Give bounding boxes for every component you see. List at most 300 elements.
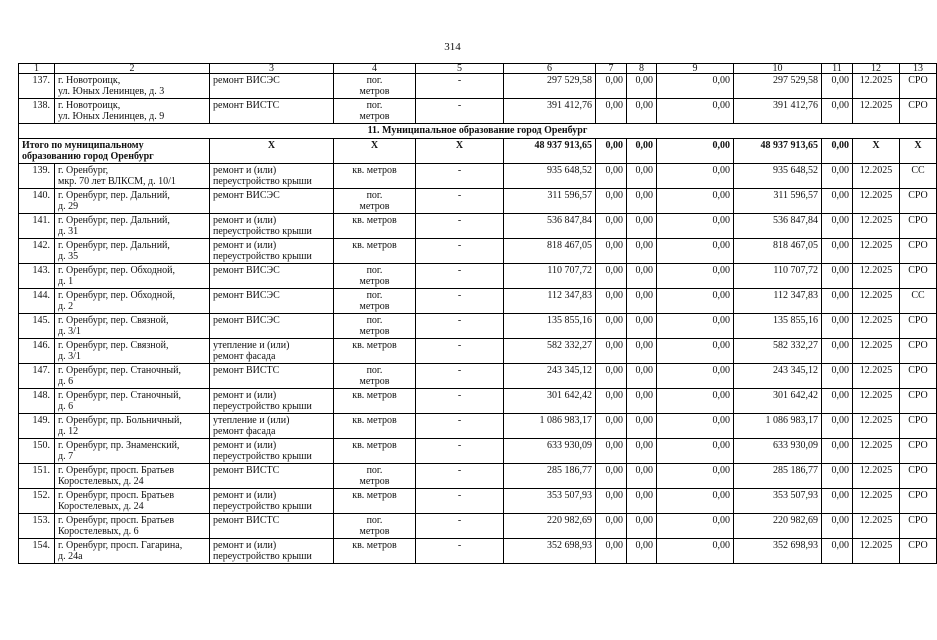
cell-line: г. Оренбург, пер. Дальний,	[58, 190, 170, 201]
owner-funds-cell: 135 855,16	[734, 314, 822, 339]
unit-cell	[334, 364, 416, 389]
table-row	[19, 414, 937, 439]
budget-cell: 0,00	[627, 239, 657, 264]
table-row	[19, 389, 937, 414]
row-number: 149.	[19, 414, 55, 439]
fund-cell: 0,00	[596, 314, 627, 339]
local-budget-cell: 0,00	[657, 414, 734, 439]
cell-line: ремонт ВИСТС	[213, 365, 280, 376]
work-type-cell	[210, 339, 334, 364]
method-cell: СРО	[900, 464, 937, 489]
local-budget-cell: 0,00	[657, 74, 734, 99]
cell-line: г. Оренбург,	[58, 165, 109, 176]
other-funds-cell: 0,00	[822, 99, 853, 124]
total-cost-cell: 110 707,72	[504, 264, 596, 289]
cell-line: ул. Юных Ленинцев, д. 3	[58, 86, 165, 97]
cell-line: ремонт ВИСТС	[213, 465, 280, 476]
table-row	[19, 364, 937, 389]
budget-cell: 0,00	[627, 414, 657, 439]
row-number: 148.	[19, 389, 55, 414]
cell-line: ремонт ВИСЭС	[213, 75, 280, 86]
table-row	[19, 189, 937, 214]
col-number: 12	[853, 64, 900, 74]
cell-line: ремонт ВИСТС	[213, 515, 280, 526]
table-row	[19, 164, 937, 189]
unit-cell	[334, 239, 416, 264]
budget-cell: 0,00	[627, 289, 657, 314]
budget-cell: 0,00	[627, 489, 657, 514]
volume-cell: -	[416, 239, 504, 264]
cell-line: пог.	[366, 265, 383, 276]
owner-funds-cell: 301 642,42	[734, 389, 822, 414]
cell-line: кв. метров	[352, 415, 397, 426]
owner-funds-cell: 285 186,77	[734, 464, 822, 489]
method-cell: СРО	[900, 214, 937, 239]
cell-line: г. Новотроицк,	[58, 75, 121, 86]
budget-cell: 0,00	[627, 439, 657, 464]
unit-cell	[334, 189, 416, 214]
table-row	[19, 514, 937, 539]
owner-funds-cell: 352 698,93	[734, 539, 822, 564]
table-row	[19, 289, 937, 314]
cell-line: д. 1	[58, 276, 74, 287]
row-number: 146.	[19, 339, 55, 364]
deadline-cell: 12.2025	[853, 439, 900, 464]
cell-line: пог.	[366, 75, 383, 86]
owner-funds-cell: 633 930,09	[734, 439, 822, 464]
cell-line: ремонт ВИСЭС	[213, 190, 280, 201]
total-cost-cell: 285 186,77	[504, 464, 596, 489]
unit-cell	[334, 214, 416, 239]
address-cell	[55, 539, 210, 564]
deadline-cell: 12.2025	[853, 514, 900, 539]
budget-cell: 0,00	[627, 464, 657, 489]
local-budget-cell: 0,00	[657, 464, 734, 489]
budget-cell: 0,00	[627, 514, 657, 539]
total-cost-cell: 582 332,27	[504, 339, 596, 364]
work-type-cell	[210, 264, 334, 289]
row-number: 140.	[19, 189, 55, 214]
volume-cell: -	[416, 164, 504, 189]
col-number: 3	[210, 64, 334, 74]
cell-line: пог.	[366, 100, 383, 111]
fund-cell: 0,00	[596, 389, 627, 414]
work-type-cell	[210, 489, 334, 514]
fund-cell: 0,00	[596, 189, 627, 214]
cell-line: ул. Юных Ленинцев, д. 9	[58, 111, 165, 122]
budget-cell: 0,00	[627, 339, 657, 364]
row-number: 143.	[19, 264, 55, 289]
method-cell: СРО	[900, 389, 937, 414]
other-funds-cell: 0,00	[822, 214, 853, 239]
owner-funds-cell: 935 648,52	[734, 164, 822, 189]
cell-line: ремонт и (или)	[213, 215, 277, 226]
deadline-cell: 12.2025	[853, 214, 900, 239]
fund-cell: 0,00	[596, 74, 627, 99]
capital-repair-table	[18, 63, 937, 564]
owner-funds-cell: 353 507,93	[734, 489, 822, 514]
cell-line: д. 6	[58, 401, 74, 412]
address-cell	[55, 289, 210, 314]
local-budget-cell: 0,00	[657, 99, 734, 124]
work-type-cell	[210, 99, 334, 124]
total-c12: X	[853, 139, 900, 164]
col-number: 1	[19, 64, 55, 74]
cell-line: ремонт ВИСЭС	[213, 265, 280, 276]
local-budget-cell: 0,00	[657, 339, 734, 364]
method-cell: СРО	[900, 514, 937, 539]
total-cost-cell: 935 648,52	[504, 164, 596, 189]
unit-cell	[334, 264, 416, 289]
local-budget-cell: 0,00	[657, 539, 734, 564]
budget-cell: 0,00	[627, 264, 657, 289]
fund-cell: 0,00	[596, 539, 627, 564]
table-row	[19, 264, 937, 289]
total-cost-cell: 311 596,57	[504, 189, 596, 214]
row-number: 144.	[19, 289, 55, 314]
method-cell: СРО	[900, 189, 937, 214]
volume-cell: -	[416, 389, 504, 414]
work-type-cell	[210, 289, 334, 314]
table-row	[19, 74, 937, 99]
cell-line: ремонт ВИСЭС	[213, 315, 280, 326]
fund-cell: 0,00	[596, 264, 627, 289]
local-budget-cell: 0,00	[657, 514, 734, 539]
volume-cell: -	[416, 364, 504, 389]
budget-cell: 0,00	[627, 189, 657, 214]
table-row	[19, 99, 937, 124]
cell-line: кв. метров	[352, 240, 397, 251]
total-c7: 0,00	[596, 139, 627, 164]
column-number-row	[19, 64, 937, 74]
address-cell	[55, 389, 210, 414]
address-cell	[55, 464, 210, 489]
other-funds-cell: 0,00	[822, 314, 853, 339]
unit-cell	[334, 314, 416, 339]
fund-cell: 0,00	[596, 514, 627, 539]
local-budget-cell: 0,00	[657, 214, 734, 239]
cell-line: метров	[359, 201, 390, 212]
table-row	[19, 239, 937, 264]
budget-cell: 0,00	[627, 99, 657, 124]
unit-cell	[334, 439, 416, 464]
cell-line: ремонт и (или)	[213, 540, 277, 551]
total-row	[19, 139, 937, 164]
cell-line: переустройство крыши	[213, 251, 312, 262]
method-cell: СРО	[900, 489, 937, 514]
method-cell: СРО	[900, 74, 937, 99]
volume-cell: -	[416, 489, 504, 514]
total-cost-cell: 1 086 983,17	[504, 414, 596, 439]
cell-line: пог.	[366, 365, 383, 376]
cell-line: кв. метров	[352, 340, 397, 351]
cell-line: кв. метров	[352, 440, 397, 451]
total-c5: X	[416, 139, 504, 164]
cell-line: г. Оренбург, пер. Обходной,	[58, 290, 176, 301]
address-cell	[55, 214, 210, 239]
cell-line: метров	[359, 86, 390, 97]
unit-cell	[334, 74, 416, 99]
col-number: 2	[55, 64, 210, 74]
owner-funds-cell: 818 467,05	[734, 239, 822, 264]
fund-cell: 0,00	[596, 289, 627, 314]
method-cell: СРО	[900, 364, 937, 389]
col-number: 8	[627, 64, 657, 74]
volume-cell: -	[416, 339, 504, 364]
page-number: 314	[444, 41, 461, 53]
fund-cell: 0,00	[596, 239, 627, 264]
deadline-cell: 12.2025	[853, 99, 900, 124]
table-body	[19, 64, 937, 564]
cell-line: метров	[359, 376, 390, 387]
table-row	[19, 464, 937, 489]
method-cell: СС	[900, 289, 937, 314]
method-cell: СРО	[900, 539, 937, 564]
row-number: 139.	[19, 164, 55, 189]
address-cell	[55, 74, 210, 99]
cell-line: Коростелевых, д. 24	[58, 476, 144, 487]
total-c4: X	[334, 139, 416, 164]
col-number: 5	[416, 64, 504, 74]
cell-line: д. 7	[58, 451, 74, 462]
local-budget-cell: 0,00	[657, 364, 734, 389]
other-funds-cell: 0,00	[822, 289, 853, 314]
cell-line: переустройство крыши	[213, 551, 312, 562]
owner-funds-cell: 112 347,83	[734, 289, 822, 314]
col-number: 10	[734, 64, 822, 74]
col-number: 7	[596, 64, 627, 74]
unit-cell	[334, 389, 416, 414]
total-cost-cell: 391 412,76	[504, 99, 596, 124]
fund-cell: 0,00	[596, 414, 627, 439]
total-cost-cell: 135 855,16	[504, 314, 596, 339]
total-label	[19, 139, 210, 164]
cell-line: метров	[359, 476, 390, 487]
other-funds-cell: 0,00	[822, 364, 853, 389]
budget-cell: 0,00	[627, 164, 657, 189]
address-cell	[55, 514, 210, 539]
cell-line: пог.	[366, 465, 383, 476]
deadline-cell: 12.2025	[853, 289, 900, 314]
total-c6: 48 937 913,65	[504, 139, 596, 164]
cell-line: Коростелевых, д. 6	[58, 526, 139, 537]
local-budget-cell: 0,00	[657, 264, 734, 289]
fund-cell: 0,00	[596, 339, 627, 364]
cell-line: д. 3/1	[58, 351, 81, 362]
volume-cell: -	[416, 189, 504, 214]
cell-line: пог.	[366, 315, 383, 326]
fund-cell: 0,00	[596, 364, 627, 389]
unit-cell	[334, 339, 416, 364]
work-type-cell	[210, 189, 334, 214]
row-number: 153.	[19, 514, 55, 539]
cell-line: г. Оренбург, просп. Гагарина,	[58, 540, 183, 551]
unit-cell	[334, 464, 416, 489]
row-number: 141.	[19, 214, 55, 239]
budget-cell: 0,00	[627, 314, 657, 339]
unit-cell	[334, 164, 416, 189]
cell-line: ремонт и (или)	[213, 490, 277, 501]
row-number: 137.	[19, 74, 55, 99]
cell-line: ремонт ВИСТС	[213, 100, 280, 111]
row-number: 151.	[19, 464, 55, 489]
total-cost-cell: 352 698,93	[504, 539, 596, 564]
owner-funds-cell: 297 529,58	[734, 74, 822, 99]
cell-line: Итого по муниципальному	[22, 140, 144, 151]
cell-line: кв. метров	[352, 490, 397, 501]
cell-line: д. 6	[58, 376, 74, 387]
work-type-cell	[210, 539, 334, 564]
deadline-cell: 12.2025	[853, 189, 900, 214]
deadline-cell: 12.2025	[853, 489, 900, 514]
total-c11: 0,00	[822, 139, 853, 164]
work-type-cell	[210, 239, 334, 264]
address-cell	[55, 264, 210, 289]
row-number: 154.	[19, 539, 55, 564]
cell-line: переустройство крыши	[213, 451, 312, 462]
cell-line: ремонт фасада	[213, 351, 276, 362]
table-row	[19, 539, 937, 564]
volume-cell: -	[416, 214, 504, 239]
cell-line: кв. метров	[352, 215, 397, 226]
local-budget-cell: 0,00	[657, 314, 734, 339]
unit-cell	[334, 99, 416, 124]
budget-cell: 0,00	[627, 214, 657, 239]
cell-line: ремонт ВИСЭС	[213, 290, 280, 301]
deadline-cell: 12.2025	[853, 239, 900, 264]
deadline-cell: 12.2025	[853, 339, 900, 364]
total-cost-cell: 112 347,83	[504, 289, 596, 314]
col-number: 13	[900, 64, 937, 74]
volume-cell: -	[416, 99, 504, 124]
total-cost-cell: 353 507,93	[504, 489, 596, 514]
local-budget-cell: 0,00	[657, 439, 734, 464]
method-cell: СС	[900, 164, 937, 189]
local-budget-cell: 0,00	[657, 489, 734, 514]
other-funds-cell: 0,00	[822, 389, 853, 414]
volume-cell: -	[416, 439, 504, 464]
work-type-cell	[210, 364, 334, 389]
other-funds-cell: 0,00	[822, 264, 853, 289]
cell-line: ремонт и (или)	[213, 440, 277, 451]
address-cell	[55, 364, 210, 389]
fund-cell: 0,00	[596, 439, 627, 464]
cell-line: г. Оренбург, пер. Станочный,	[58, 390, 181, 401]
cell-line: пог.	[366, 190, 383, 201]
work-type-cell	[210, 464, 334, 489]
cell-line: утепление и (или)	[213, 415, 290, 426]
address-cell	[55, 189, 210, 214]
cell-line: г. Оренбург, пер. Станочный,	[58, 365, 181, 376]
address-cell	[55, 99, 210, 124]
local-budget-cell: 0,00	[657, 189, 734, 214]
total-c3: X	[210, 139, 334, 164]
local-budget-cell: 0,00	[657, 289, 734, 314]
cell-line: д. 29	[58, 201, 79, 212]
cell-line: метров	[359, 301, 390, 312]
table-row	[19, 439, 937, 464]
total-cost-cell: 220 982,69	[504, 514, 596, 539]
table-row	[19, 214, 937, 239]
method-cell: СРО	[900, 239, 937, 264]
budget-cell: 0,00	[627, 364, 657, 389]
other-funds-cell: 0,00	[822, 239, 853, 264]
row-number: 150.	[19, 439, 55, 464]
volume-cell: -	[416, 264, 504, 289]
cell-line: ремонт и (или)	[213, 240, 277, 251]
row-number: 152.	[19, 489, 55, 514]
cell-line: ремонт и (или)	[213, 390, 277, 401]
cell-line: г. Оренбург, пер. Дальний,	[58, 215, 170, 226]
local-budget-cell: 0,00	[657, 164, 734, 189]
unit-cell	[334, 414, 416, 439]
cell-line: переустройство крыши	[213, 401, 312, 412]
deadline-cell: 12.2025	[853, 314, 900, 339]
volume-cell: -	[416, 289, 504, 314]
cell-line: метров	[359, 326, 390, 337]
volume-cell: -	[416, 414, 504, 439]
volume-cell: -	[416, 464, 504, 489]
local-budget-cell: 0,00	[657, 239, 734, 264]
cell-line: Коростелевых, д. 24	[58, 501, 144, 512]
deadline-cell: 12.2025	[853, 74, 900, 99]
total-cost-cell: 536 847,84	[504, 214, 596, 239]
cell-line: переустройство крыши	[213, 176, 312, 187]
row-number: 145.	[19, 314, 55, 339]
owner-funds-cell: 220 982,69	[734, 514, 822, 539]
unit-cell	[334, 289, 416, 314]
other-funds-cell: 0,00	[822, 339, 853, 364]
work-type-cell	[210, 74, 334, 99]
other-funds-cell: 0,00	[822, 189, 853, 214]
section-title: 11. Муниципальное образование город Оренбург	[19, 124, 937, 139]
table-row	[19, 489, 937, 514]
cell-line: д. 2	[58, 301, 74, 312]
deadline-cell: 12.2025	[853, 389, 900, 414]
cell-line: г. Оренбург, пер. Дальний,	[58, 240, 170, 251]
other-funds-cell: 0,00	[822, 74, 853, 99]
section-title-row	[19, 124, 937, 139]
col-number: 6	[504, 64, 596, 74]
work-type-cell	[210, 314, 334, 339]
address-cell	[55, 339, 210, 364]
row-number: 138.	[19, 99, 55, 124]
deadline-cell: 12.2025	[853, 264, 900, 289]
table-row	[19, 314, 937, 339]
fund-cell: 0,00	[596, 99, 627, 124]
address-cell	[55, 489, 210, 514]
cell-line: мкр. 70 лет ВЛКСМ, д. 10/1	[58, 176, 176, 187]
cell-line: г. Оренбург, пр. Знаменский,	[58, 440, 180, 451]
owner-funds-cell: 110 707,72	[734, 264, 822, 289]
cell-line: ремонт и (или)	[213, 165, 277, 176]
owner-funds-cell: 391 412,76	[734, 99, 822, 124]
owner-funds-cell: 311 596,57	[734, 189, 822, 214]
cell-line: утепление и (или)	[213, 340, 290, 351]
method-cell: СРО	[900, 99, 937, 124]
address-cell	[55, 314, 210, 339]
total-cost-cell: 243 345,12	[504, 364, 596, 389]
volume-cell: -	[416, 74, 504, 99]
work-type-cell	[210, 514, 334, 539]
unit-cell	[334, 539, 416, 564]
method-cell: СРО	[900, 339, 937, 364]
total-cost-cell: 633 930,09	[504, 439, 596, 464]
work-type-cell	[210, 164, 334, 189]
total-cost-cell: 297 529,58	[504, 74, 596, 99]
address-cell	[55, 414, 210, 439]
local-budget-cell: 0,00	[657, 389, 734, 414]
